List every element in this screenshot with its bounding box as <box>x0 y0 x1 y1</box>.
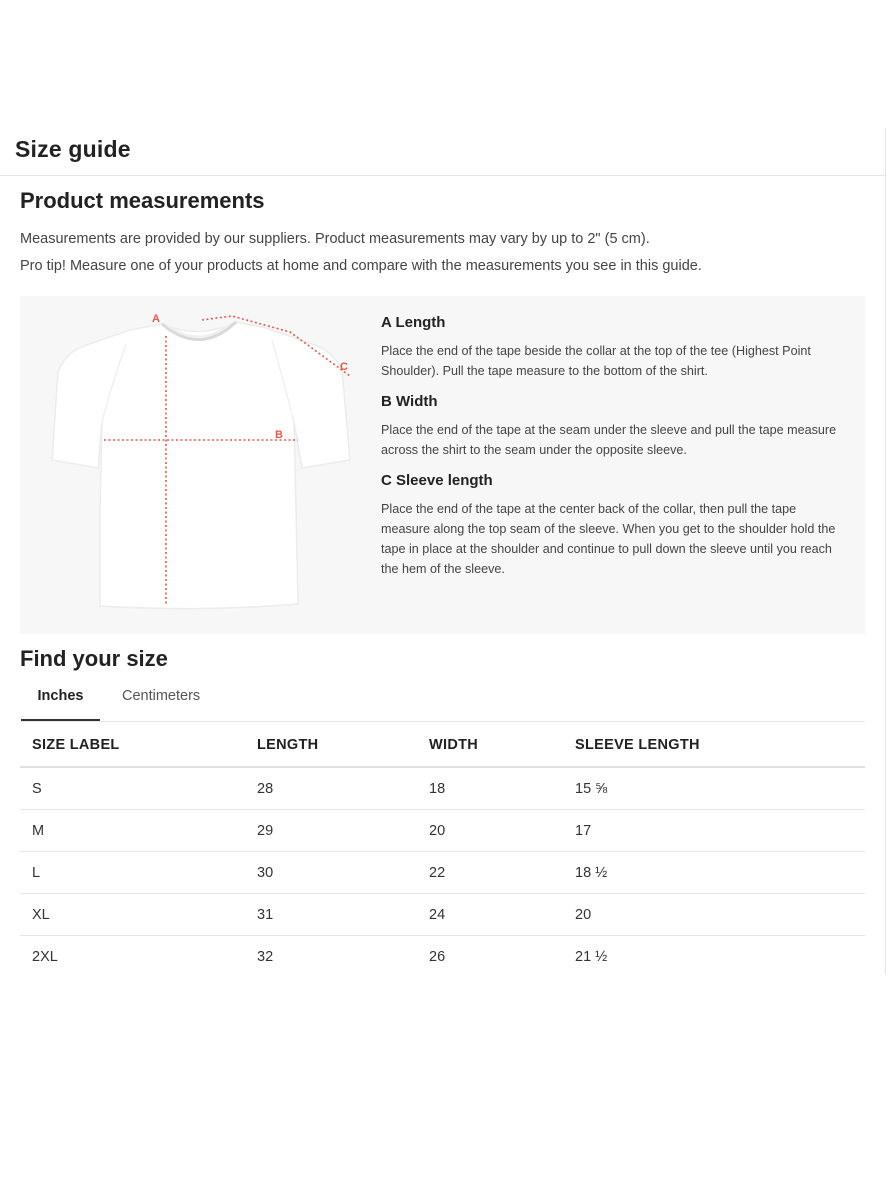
tshirt-diagram-image <box>50 310 360 620</box>
size-table <box>20 724 865 977</box>
width-heading: B Width <box>381 393 438 410</box>
length-heading: A Length <box>381 314 446 331</box>
cell-sleeve-length: 17 <box>563 810 865 852</box>
measurement-diagram-panel <box>20 296 865 634</box>
tab-centimeters[interactable]: Centimeters <box>122 688 201 704</box>
cell-sleeve-length: 21 ½ <box>575 948 608 965</box>
label-a: A <box>152 313 160 325</box>
cell-width: 20 <box>417 810 563 852</box>
cell-width: 24 <box>417 894 563 936</box>
label-b: B <box>275 429 283 441</box>
length-instructions: Place the end of the tape beside the collar at the top of the tee (Highest Point Shoulder). Pull the tape measure to the bottom of the shirt. <box>381 344 811 378</box>
table-row <box>20 767 865 810</box>
modal-title: Size guide <box>15 136 131 162</box>
cell-size: M <box>20 810 245 852</box>
sleeve-length-heading: C Sleeve length <box>381 472 493 489</box>
table-row <box>20 894 865 936</box>
pro-tip-text: Pro tip! Measure one of your products at home and compare with the measurements you see in this guide. <box>20 258 702 274</box>
cell-length: 28 <box>245 767 417 810</box>
cell-size: XL <box>20 894 245 936</box>
unit-tabs <box>20 684 865 722</box>
width-instructions: Place the end of the tape at the seam under the sleeve and pull the tape measure across the shirt to the seam under the opposite sleeve. <box>381 423 837 457</box>
table-row <box>20 936 865 978</box>
measurement-instructions <box>381 314 843 591</box>
cell-width: 26 <box>429 948 446 965</box>
cell-size: L <box>20 852 245 894</box>
table-row <box>20 810 865 852</box>
table-row <box>20 852 865 894</box>
header-size-label: SIZE LABEL <box>20 724 245 767</box>
product-measurements-title: Product measurements <box>20 188 265 213</box>
tab-inches[interactable]: Inches <box>21 684 100 721</box>
header-sleeve-length: SLEEVE LENGTH <box>563 724 865 767</box>
sleeve-length-instructions: Place the end of the tape at the center back of the collar, then pull the tape measure along the top seam of the sleeve. When you get to the shoulder hold the tape in place at the shoulder and continue to pull down the sleeve until you reach the hem of the sleeve. <box>381 502 836 576</box>
table-header-row <box>20 724 865 767</box>
find-your-size-title: Find your size <box>20 646 168 671</box>
header-length: LENGTH <box>245 724 417 767</box>
cell-size: 2XL <box>32 948 58 965</box>
cell-sleeve-length: 20 <box>563 894 865 936</box>
cell-length: 31 <box>245 894 417 936</box>
measurements-disclaimer: Measurements are provided by our suppliers. Product measurements may vary by up to 2" (5 cm). <box>20 231 650 247</box>
cell-sleeve-length: 15 ⅝ <box>563 767 865 810</box>
cell-length: 32 <box>257 948 274 965</box>
cell-length: 30 <box>245 852 417 894</box>
header-width: WIDTH <box>417 724 563 767</box>
cell-length: 29 <box>245 810 417 852</box>
cell-sleeve-length: 18 ½ <box>563 852 865 894</box>
cell-width: 18 <box>417 767 563 810</box>
cell-size: S <box>20 767 245 810</box>
label-c: C <box>340 361 348 373</box>
size-guide-modal <box>0 128 886 974</box>
cell-width: 22 <box>417 852 563 894</box>
modal-header <box>0 128 885 176</box>
